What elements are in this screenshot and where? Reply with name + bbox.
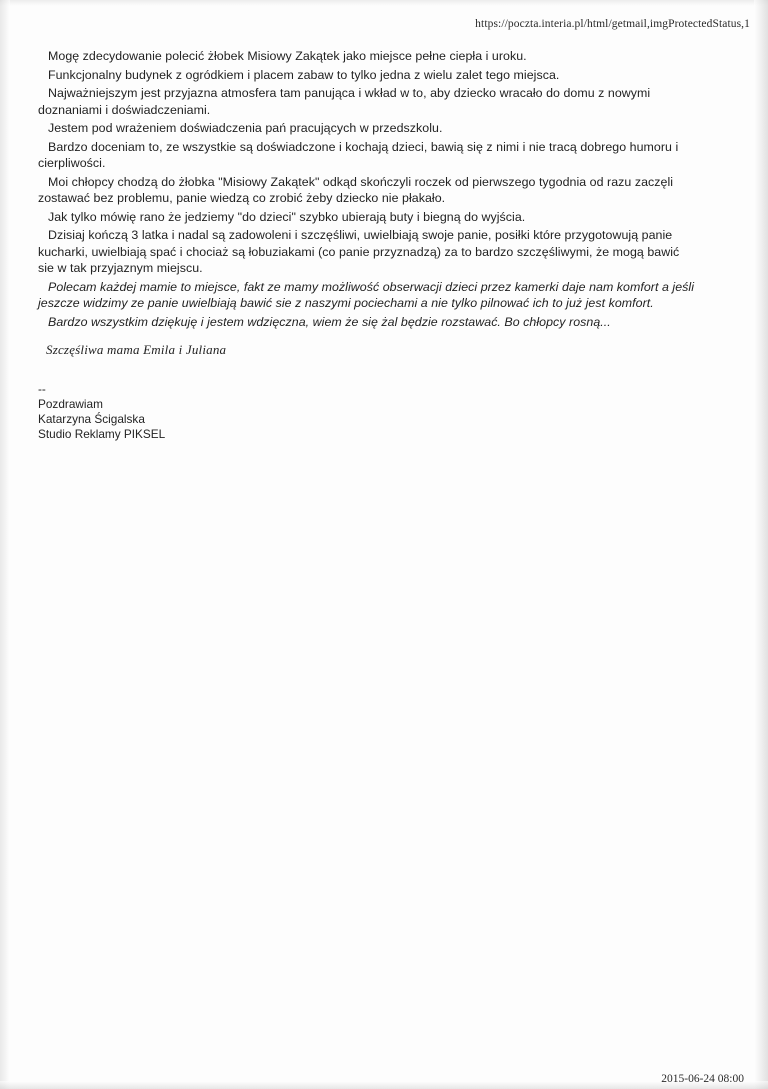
signature-company: Studio Reklamy PIKSEL bbox=[38, 427, 166, 441]
scan-edge-bottom bbox=[0, 1081, 768, 1089]
signature-separator: -- bbox=[38, 382, 46, 396]
signature-greeting: Pozdrawiam bbox=[38, 397, 103, 411]
email-signature-block bbox=[38, 382, 165, 442]
letter-paragraph: Moi chłopcy chodzą do żłobka "Misiowy Zakątek" odkąd skończyli roczek od pierwszego tygodnia od razu zaczęli zostawać bez problemu, panie wiedzą co zrobić żeby dziecko nie płakało. bbox=[38, 174, 674, 205]
header-url: https://poczta.interia.pl/html/getmail,imgProtectedStatus,1 bbox=[475, 18, 750, 30]
scan-edge-right bbox=[754, 0, 768, 1089]
page-timestamp: 2015-06-24 08:00 bbox=[661, 1073, 744, 1085]
letter-signature: Szczęśliwa mama Emila i Juliana bbox=[46, 342, 227, 357]
letter-paragraph: Mogę zdecydowanie polecić żłobek Misiowy Zakątek jako miejsce pełne ciepła i uroku. bbox=[48, 49, 527, 63]
letter-paragraph: Jak tylko mówię rano że jedziemy "do dzieci" szybko ubierają buty i biegną do wyjścia. bbox=[48, 209, 526, 224]
signature-name: Katarzyna Ścigalska bbox=[38, 412, 145, 426]
letter-body bbox=[38, 48, 698, 358]
scan-edge-top bbox=[0, 0, 768, 6]
letter-paragraph: Funkcjonalny budynek z ogródkiem i placem zabaw to tylko jedna z wielu zalet tego miejsca. bbox=[48, 67, 560, 82]
letter-paragraph: Bardzo wszystkim dziękuję i jestem wdzięczna, wiem że się żal będzie rozstawać. Bo chłopcy rosną... bbox=[48, 314, 611, 329]
letter-paragraph: Jestem pod wrażeniem doświadczenia pań pracujących w przedszkolu. bbox=[48, 121, 443, 135]
letter-paragraph: Polecam każdej mamie to miejsce, fakt ze mamy możliwość obserwacji dzieci przez kamerki daje nam komfort a jeśli jeszcze widzimy ze panie uwielbiają bawić sie z naszymi pociechami a nie tylko pilnować ich to już jest komfort. bbox=[38, 279, 694, 310]
letter-paragraph: Bardzo doceniam to, ze wszystkie są doświadczone i kochają dzieci, bawią się z nimi i nie tracą dobrego humoru i cierpliwości. bbox=[38, 139, 679, 170]
scan-edge-left bbox=[0, 0, 10, 1089]
letter-paragraph: Najważniejszym jest przyjazna atmosfera tam panująca i wkład w to, aby dziecko wracało do domu z nowymi doznaniami i doświadczeniami. bbox=[38, 86, 651, 117]
letter-paragraph: Dzisiaj kończą 3 latka i nadal są zadowoleni i szczęśliwi, uwielbiają swoje panie, posiłki które przygotowują panie kucharki, uwielbiają spać i chociaż są łobuziakami (co panie przyznadzą) za to bardzo szczęśliwymi, że mogą bawić sie w tak przyjaznym miejscu. bbox=[38, 228, 680, 275]
